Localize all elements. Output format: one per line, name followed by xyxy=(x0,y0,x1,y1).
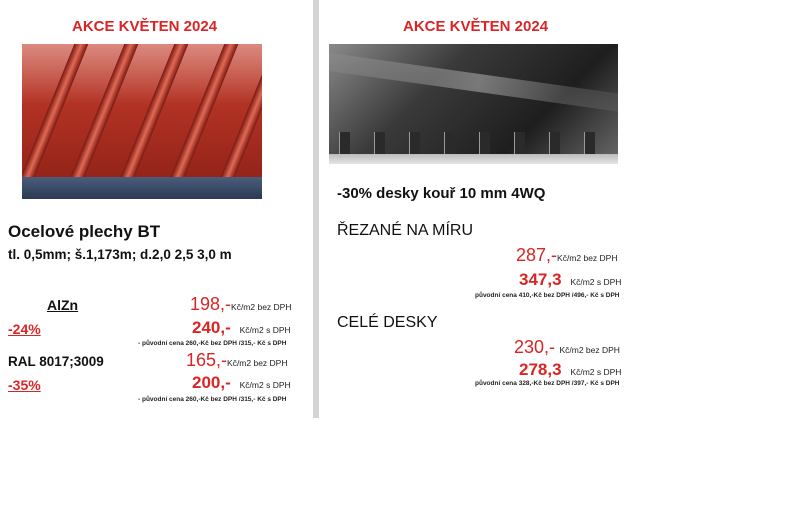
left-promo-title: AKCE KVĚTEN 2024 xyxy=(72,18,218,35)
section-price-vat: 347,3 Kč/m2 s DPH xyxy=(519,270,622,289)
item-discount: -35% xyxy=(8,377,41,393)
item-name: AlZn xyxy=(47,297,79,313)
item-price-vat: 240,- Kč/m2 s DPH xyxy=(192,318,291,337)
column-divider xyxy=(313,0,319,418)
section-price-vat: 278,3 Kč/m2 s DPH xyxy=(519,360,622,379)
right-promo-title: AKCE KVĚTEN 2024 xyxy=(403,18,549,35)
section-original-price-note: původní cena 328,-Kč bez DPH /397,- Kč s DPH xyxy=(475,380,620,387)
left-product-spec: tl. 0,5mm; š.1,173m; d.2,0 2,5 3,0 m xyxy=(8,247,232,262)
item-original-price-note: - původní cena 260,-Kč bez DPH /315,- Kč s DPH xyxy=(138,396,287,403)
item-price: 198,-Kč/m2 bez DPH xyxy=(190,294,292,314)
steel-sheet-photo xyxy=(22,44,262,199)
right-product-title: -30% desky kouř 10 mm 4WQ xyxy=(337,185,546,202)
item-name: RAL 8017;3009 xyxy=(8,354,104,369)
left-product-title: Ocelové plechy BT xyxy=(8,222,161,241)
section-heading: CELÉ DESKY xyxy=(337,314,438,331)
section-price: 230,- Kč/m2 bez DPH xyxy=(514,337,620,357)
polycarbonate-sheet-photo xyxy=(329,44,618,164)
item-original-price-note: - původní cena 260,-Kč bez DPH /315,- Kč s DPH xyxy=(138,340,287,347)
section-original-price-note: původní cena 410,-Kč bez DPH /496,- Kč s DPH xyxy=(475,292,620,299)
item-price-vat: 200,- Kč/m2 s DPH xyxy=(192,373,291,392)
section-price: 287,-Kč/m2 bez DPH xyxy=(516,245,618,265)
item-discount: -24% xyxy=(8,321,41,337)
section-heading: ŘEZANÉ NA MÍRU xyxy=(337,222,474,239)
item-price: 165,-Kč/m2 bez DPH xyxy=(186,350,288,370)
